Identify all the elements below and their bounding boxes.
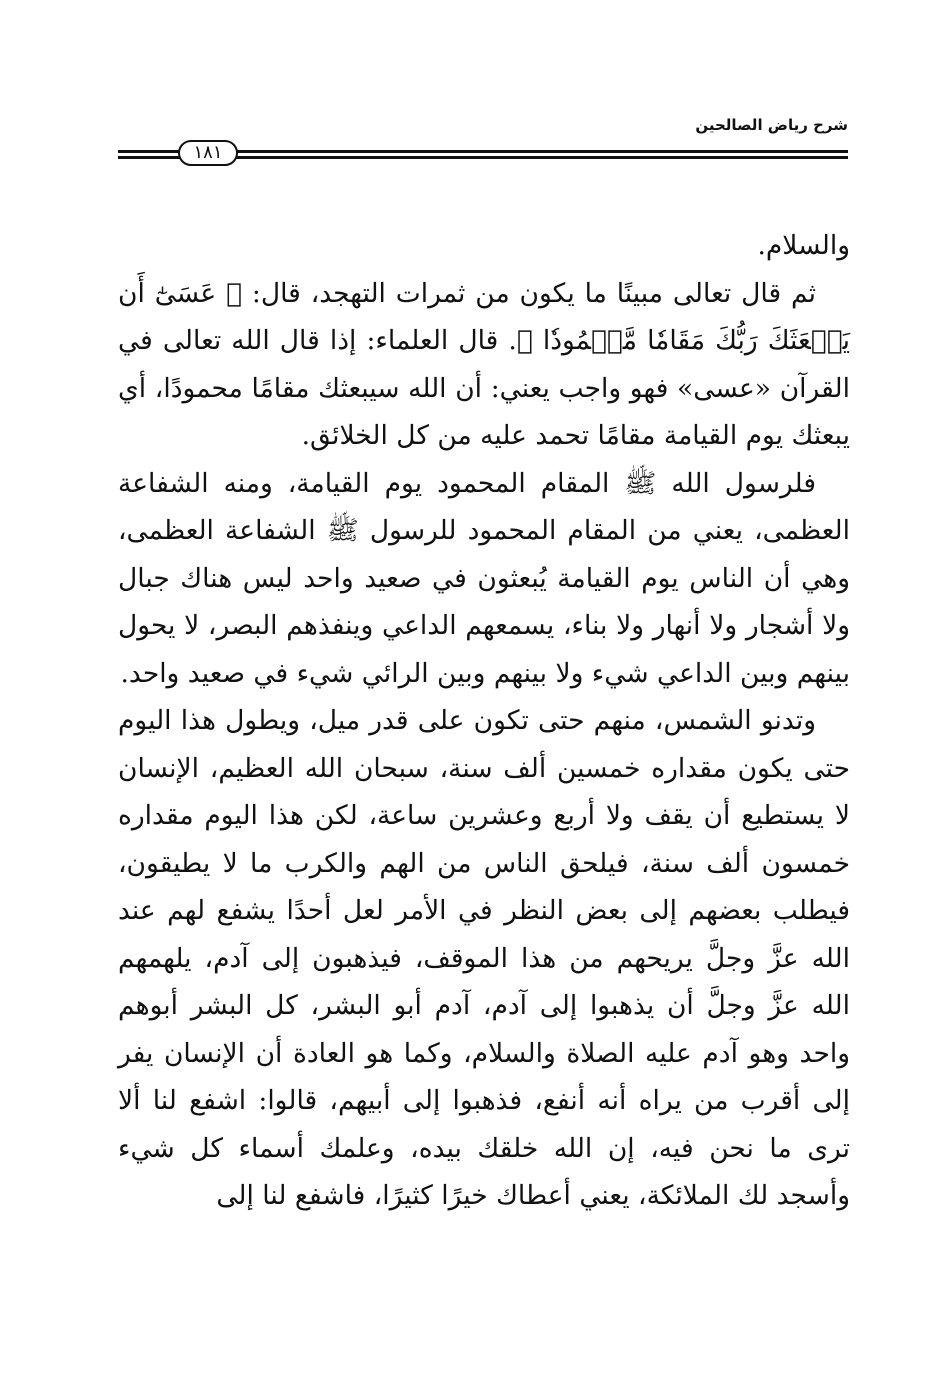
book-title: شرح رياض الصالحين bbox=[695, 116, 848, 134]
paragraph-2-text: ثم قال تعالى مبينًا ما يكون من ثمرات التهجد، قال: ﴿ عَسَىٰٓ أَن يَبۡعَثَكَ رَبُّكَ مَقَامٗا مَّحۡمُودٗا ﴾. قال العلماء: إذا قال الله تعالى في القرآن «عسى» فهو واجب يعني: أن الله سيبعثك مقامًا محمودًا، أي يبعثك يوم القيامة مقامًا تحمد عليه من كل الخلائق. bbox=[118, 277, 850, 451]
paragraph-1: والسلام. bbox=[757, 230, 850, 261]
paragraph-4-text: وتدنو الشمس، منهم حتى تكون على قدر ميل، ويطول هذا اليوم حتى يكون مقداره خمسين ألف سنة، سبحان الله العظيم، الإنسان لا يستطيع أن يقف ولا أربع وعشرين ساعة، لكن هذا اليوم مقداره خمسون ألف سنة، فيلحق الناس من الهم والكرب ما لا يطيقون، فيطلب بعضهم إلى بعض النظر في الأمر لعل أحدًا يشفع لهم عند الله عزَّ وجلَّ يريحهم من هذا الموقف، فيذهبون إلى آدم، يلهمهم الله عزَّ وجلَّ أن يذهبوا إلى آدم، آدم أبو البشر، كل البشر أبوهم واحد وهو آدم عليه الصلاة والسلام، وكما هو العادة أن الإنسان يفر إلى أقرب من يراه أنه أنفع، فذهبوا إلى أبيهم، قالوا: اشفع لنا ألا ترى ما نحن فيه، إن الله خلقك بيده، وعلمك أسماء كل شيء وأسجد لك الملائكة، يعني أعطاك خيرًا كثيرًا، فاشفع لنا إلى bbox=[118, 705, 850, 1211]
page-body bbox=[118, 222, 850, 1220]
page-header bbox=[118, 112, 848, 172]
paragraph-3 bbox=[118, 460, 850, 698]
header-rule-right bbox=[236, 150, 848, 159]
paragraph-2 bbox=[118, 270, 850, 460]
page-number-badge: ١٨١ bbox=[178, 140, 238, 166]
paragraph-4 bbox=[118, 697, 850, 1220]
header-rule-left bbox=[118, 150, 180, 159]
paragraph-3-text: فلرسول الله ﷺ المقام المحمود يوم القيامة، ومنه الشفاعة العظمى، يعني من المقام المحمود للرسول ﷺ الشفاعة العظمى، وهي أن الناس يوم القيامة يُبعثون في صعيد واحد ليس هناك جبال ولا أشجار ولا أنهار ولا بناء، يسمعهم الداعي وينفذهم البصر، لا يحول بينهم وبين الداعي شيء ولا بينهم وبين الرائي شيء في صعيد واحد. bbox=[118, 467, 850, 689]
